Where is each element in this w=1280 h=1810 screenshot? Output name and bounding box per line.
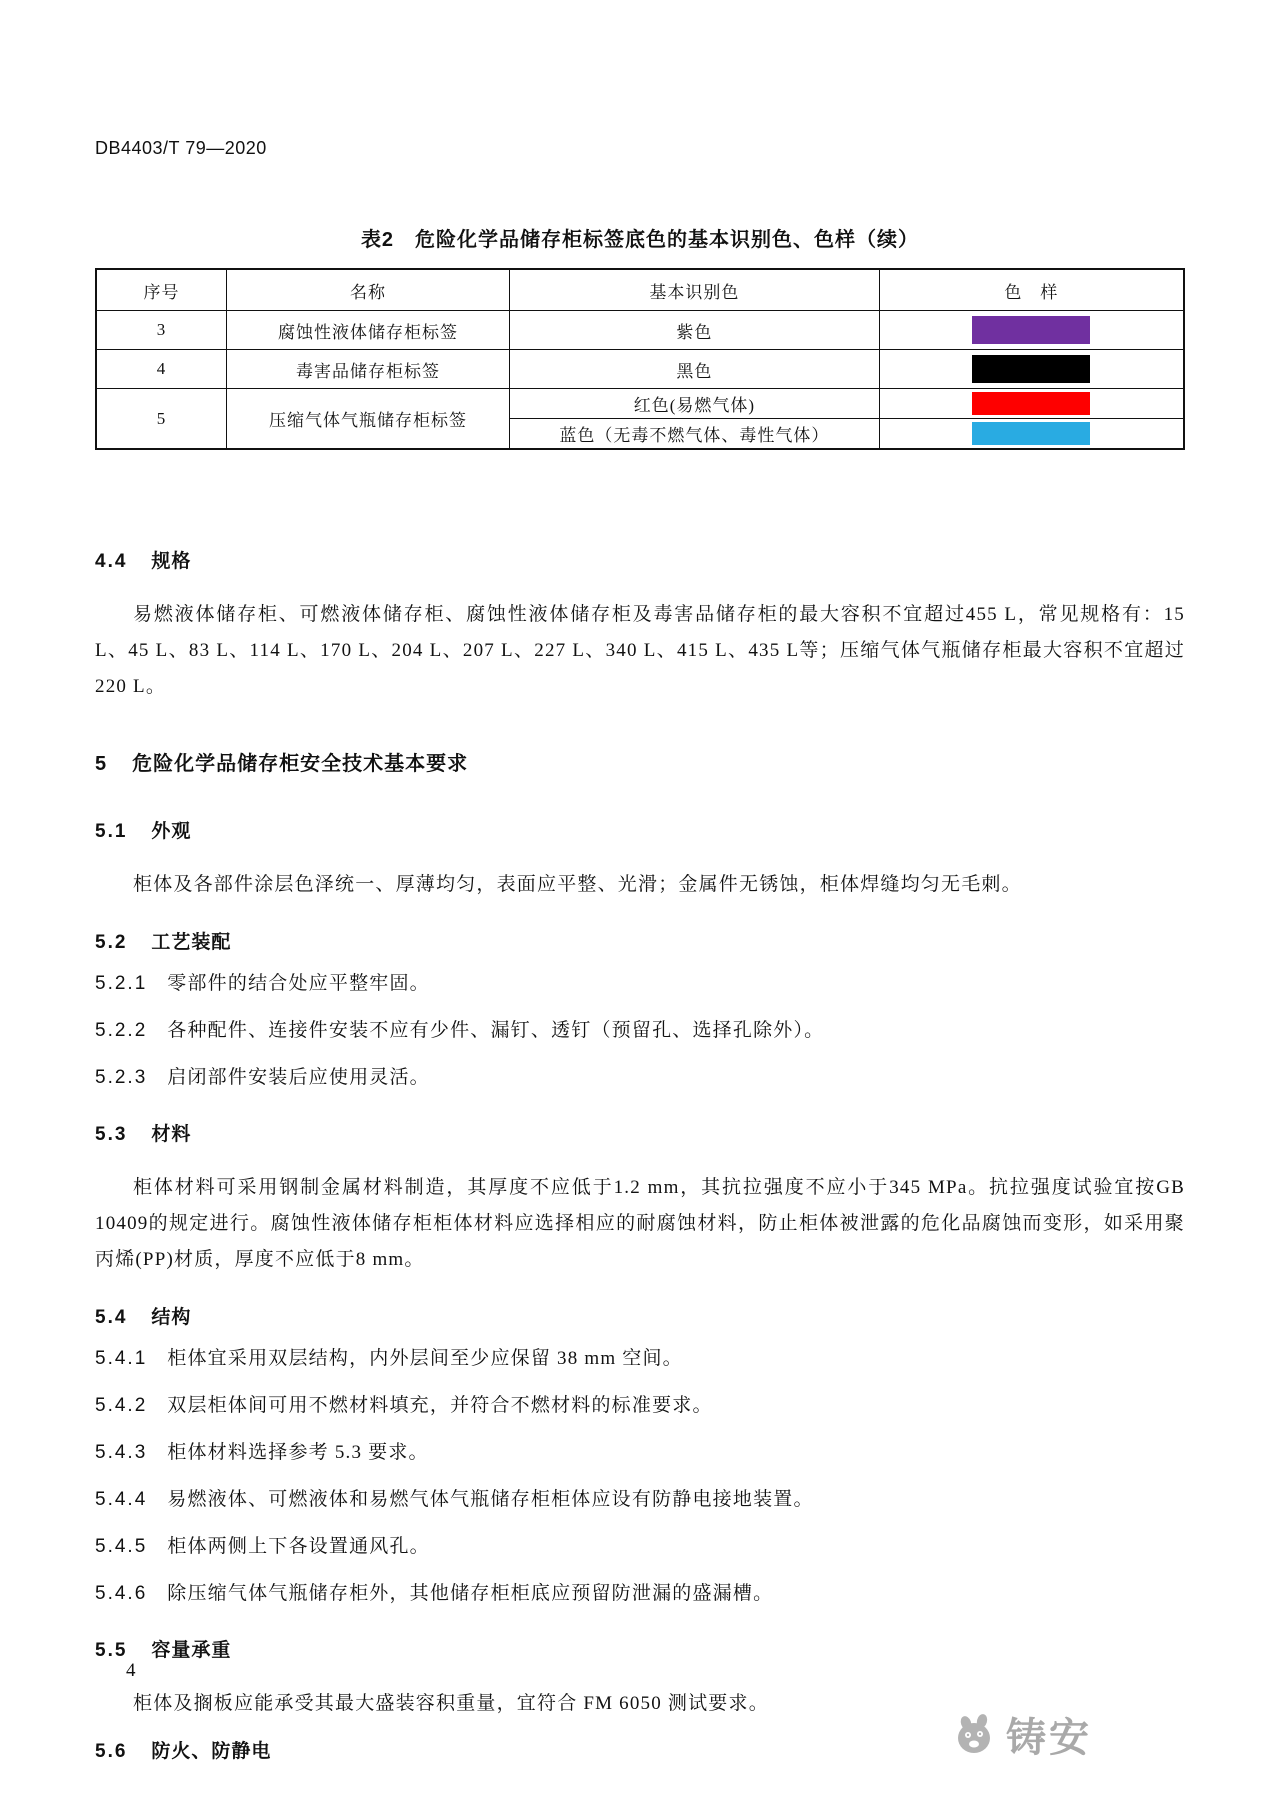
clause-text: 柜体材料选择参考 5.3 要求。 xyxy=(167,1442,429,1463)
heading-number: 5.6 xyxy=(95,1741,128,1762)
color-swatch xyxy=(972,355,1090,383)
cell-basic-color: 红色(易燃气体) xyxy=(509,389,879,419)
table-row xyxy=(96,311,1184,350)
clause-text: 双层柜体间可用不燃材料填充，并符合不燃材料的标准要求。 xyxy=(167,1395,713,1416)
section-heading-5-3 xyxy=(95,1119,1185,1146)
table-row xyxy=(96,389,1184,419)
cell-serial-number: 3 xyxy=(96,311,227,350)
section-heading-4-4 xyxy=(95,546,1185,573)
section-heading-5-2 xyxy=(95,927,1185,954)
clause-number: 5.4.4 xyxy=(95,1489,148,1510)
clause-text: 启闭部件安装后应使用灵活。 xyxy=(167,1067,430,1088)
heading-number: 5.1 xyxy=(95,821,128,842)
heading-number: 5.3 xyxy=(95,1124,128,1145)
section-heading-5-1 xyxy=(95,816,1185,843)
clause-5-4-1 xyxy=(95,1341,1185,1376)
column-header: 序号 xyxy=(96,269,227,311)
heading-title: 工艺装配 xyxy=(151,932,232,953)
cell-basic-color: 紫色 xyxy=(509,311,879,350)
paragraph: 易燃液体储存柜、可燃液体储存柜、腐蚀性液体储存柜及毒害品储存柜的最大容积不宜超过455 L，常见规格有：15 L、45 L、83 L、114 L、170 L、204 L、207 L、227 L、340 L、415 L、435 L等；压缩气体气瓶储存柜最大容积不宜超过 220 L。 xyxy=(95,604,1185,697)
mascot-icon xyxy=(952,1711,1000,1759)
doc-number: DB4403/T 79—2020 xyxy=(95,138,267,158)
section-heading-5-5 xyxy=(95,1635,1185,1662)
heading-number: 5.5 xyxy=(95,1640,128,1661)
cell-basic-color: 蓝色（无毒不燃气体、毒性气体） xyxy=(509,419,879,450)
color-swatch xyxy=(972,422,1090,445)
cell-color-sample xyxy=(879,350,1184,389)
clause-text: 零部件的结合处应平整牢固。 xyxy=(167,973,430,994)
clause-text: 柜体两侧上下各设置通风孔。 xyxy=(167,1536,430,1557)
clause-text: 各种配件、连接件安装不应有少件、漏钉、透钉（预留孔、选择孔除外）。 xyxy=(167,1020,825,1041)
clause-5-2-2 xyxy=(95,1013,1185,1048)
label-color-table xyxy=(95,268,1185,450)
cell-label-name: 毒害品储存柜标签 xyxy=(227,350,510,389)
column-header: 基本识别色 xyxy=(509,269,879,311)
paragraph: 柜体材料可采用钢制金属材料制造，其厚度不应低于1.2 mm，其抗拉强度不应小于345 MPa。抗拉强度试验宜按GB 10409的规定进行。腐蚀性液体储存柜柜体材料应选择相应的耐腐蚀材料，防止柜体被泄露的危化品腐蚀而变形，如采用聚丙烯(PP)材质，厚度不应低于8 mm。 xyxy=(95,1177,1185,1270)
section-heading-5 xyxy=(95,747,1185,776)
clause-5-4-4 xyxy=(95,1482,1185,1517)
table-header-row xyxy=(96,269,1184,311)
clause-number: 5.4.1 xyxy=(95,1348,148,1369)
heading-number: 5.2 xyxy=(95,932,128,953)
cell-label-name: 腐蚀性液体储存柜标签 xyxy=(227,311,510,350)
clause-5-4-3 xyxy=(95,1435,1185,1470)
clause-5-2-1 xyxy=(95,966,1185,1001)
cell-label-name: 压缩气体气瓶储存柜标签 xyxy=(227,389,510,450)
heading-title: 结构 xyxy=(151,1307,192,1328)
cell-color-sample xyxy=(879,311,1184,350)
clause-text: 易燃液体、可燃液体和易燃气体气瓶储存柜柜体应设有防静电接地装置。 xyxy=(167,1489,814,1510)
page-number: 4 xyxy=(126,1660,136,1681)
table-title: 表2 危险化学品储存柜标签底色的基本识别色、色样（续） xyxy=(360,229,920,251)
watermark-text: 铸安 xyxy=(1006,1716,1092,1760)
column-header: 名称 xyxy=(227,269,510,311)
document-body xyxy=(95,546,1185,1763)
heading-number: 5.4 xyxy=(95,1307,128,1328)
column-header: 色 样 xyxy=(879,269,1184,311)
heading-number: 4.4 xyxy=(95,551,128,572)
heading-title: 规格 xyxy=(151,551,192,572)
color-swatch xyxy=(972,316,1090,344)
clause-5-2-3 xyxy=(95,1060,1185,1095)
clause-5-4-6 xyxy=(95,1576,1185,1611)
clause-5-4-2 xyxy=(95,1388,1185,1423)
heading-title: 危险化学品储存柜安全技术基本要求 xyxy=(132,753,469,775)
table-row xyxy=(96,350,1184,389)
clause-5-4-5 xyxy=(95,1529,1185,1564)
clause-text: 柜体宜采用双层结构，内外层间至少应保留 38 mm 空间。 xyxy=(167,1348,683,1369)
paragraph: 柜体及搁板应能承受其最大盛装容积重量，宜符合 FM 6050 测试要求。 xyxy=(133,1693,769,1714)
heading-title: 容量承重 xyxy=(151,1640,232,1661)
section-heading-5-4 xyxy=(95,1302,1185,1329)
heading-title: 外观 xyxy=(151,821,192,842)
heading-title: 防火、防静电 xyxy=(151,1741,272,1762)
cell-serial-number: 4 xyxy=(96,350,227,389)
watermark xyxy=(952,1706,1092,1763)
clause-number: 5.2.2 xyxy=(95,1020,148,1041)
heading-title: 材料 xyxy=(151,1124,192,1145)
clause-number: 5.4.2 xyxy=(95,1395,148,1416)
clause-number: 5.4.3 xyxy=(95,1442,148,1463)
cell-color-sample xyxy=(879,389,1184,419)
heading-number: 5 xyxy=(95,753,109,775)
paragraph: 柜体及各部件涂层色泽统一、厚薄均匀，表面应平整、光滑；金属件无锈蚀，柜体焊缝均匀无毛刺。 xyxy=(133,874,1022,895)
clause-number: 5.2.3 xyxy=(95,1067,148,1088)
cell-color-sample xyxy=(879,419,1184,450)
cell-serial-number: 5 xyxy=(96,389,227,450)
clause-text: 除压缩气体气瓶储存柜外，其他储存柜柜底应预留防泄漏的盛漏槽。 xyxy=(167,1583,774,1604)
cell-basic-color: 黑色 xyxy=(509,350,879,389)
clause-number: 5.4.5 xyxy=(95,1536,148,1557)
color-swatch xyxy=(972,392,1090,415)
clause-number: 5.4.6 xyxy=(95,1583,148,1604)
clause-number: 5.2.1 xyxy=(95,973,148,994)
